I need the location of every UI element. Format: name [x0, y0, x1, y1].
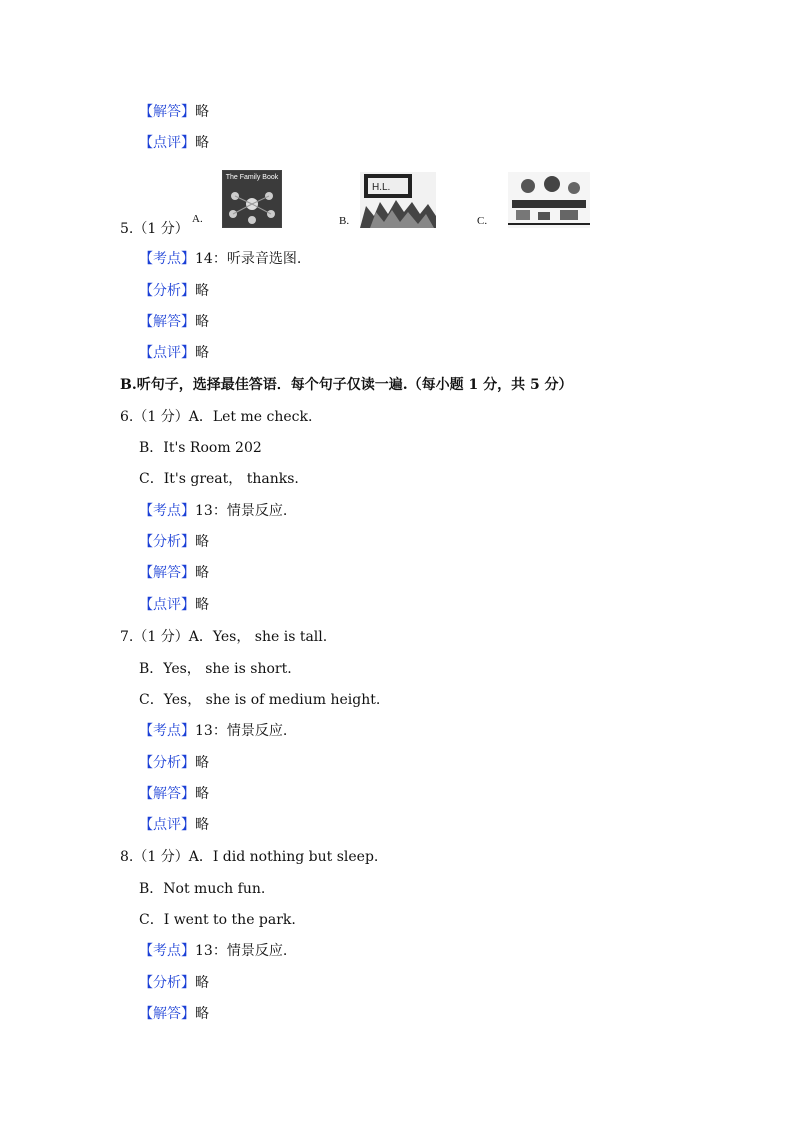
comment-text: 略 — [195, 345, 209, 361]
option-b-image — [360, 172, 436, 228]
answer-tag: 【解答】 — [139, 786, 195, 802]
answer-text: 略 — [195, 104, 209, 120]
q4-comment-line — [139, 134, 209, 152]
answer-text: 略 — [195, 314, 209, 330]
q6-comment-line — [139, 596, 209, 614]
q6-point-line — [139, 502, 287, 520]
q5-comment-line — [139, 344, 209, 362]
comment-text: 略 — [195, 135, 209, 151]
q5-analysis-line — [139, 282, 209, 300]
q8-point-line — [139, 942, 287, 960]
family-tree-icon — [223, 182, 281, 226]
point-text: 13：情景反应. — [195, 723, 288, 739]
q8-option-c: C．I went to the park. — [139, 912, 296, 928]
q7-analysis-line — [139, 754, 209, 772]
analysis-tag: 【分析】 — [139, 283, 195, 299]
q6-number: 6.（1 分） — [120, 409, 189, 425]
analysis-tag: 【分析】 — [139, 534, 195, 550]
option-a-label: A. — [192, 213, 203, 225]
q8-number: 8.（1 分） — [120, 849, 189, 865]
q5-answer-line — [139, 313, 209, 331]
analysis-text: 略 — [195, 534, 209, 550]
q8-analysis-line — [139, 974, 209, 992]
option-a-image — [222, 170, 282, 228]
answer-tag: 【解答】 — [139, 565, 195, 581]
analysis-text: 略 — [195, 755, 209, 771]
point-tag: 【考点】 — [139, 251, 195, 267]
answer-tag: 【解答】 — [139, 1006, 195, 1022]
answer-text: 略 — [195, 786, 209, 802]
q8-option-b: B．Not much fun. — [139, 881, 266, 897]
q5-number: 5.（1 分） — [120, 221, 189, 237]
q6-option-c: C．It's great， thanks. — [139, 471, 299, 487]
comment-tag: 【点评】 — [139, 817, 195, 833]
q7-option-c: C．Yes， she is of medium height. — [139, 692, 381, 708]
comment-tag: 【点评】 — [139, 597, 195, 613]
q7-comment-line — [139, 816, 209, 834]
q7-option-b: B．Yes， she is short. — [139, 661, 292, 677]
crowd-sign-icon — [360, 172, 436, 228]
comment-tag: 【点评】 — [139, 135, 195, 151]
point-tag: 【考点】 — [139, 503, 195, 519]
q6-option-b: B．It's Room 202 — [139, 440, 262, 456]
option-c-image — [508, 172, 590, 228]
q7-answer-line — [139, 785, 209, 803]
analysis-tag: 【分析】 — [139, 755, 195, 771]
q6-line — [120, 408, 312, 426]
q5-point-line — [139, 250, 301, 268]
q6-answer-line — [139, 564, 209, 582]
point-text: 13：情景反应. — [195, 503, 288, 519]
q7-number: 7.（1 分） — [120, 629, 189, 645]
comment-text: 略 — [195, 817, 209, 833]
answer-tag: 【解答】 — [139, 314, 195, 330]
point-text: 14：听录音选图. — [195, 251, 302, 267]
point-tag: 【考点】 — [139, 943, 195, 959]
q6-option-a: A．Let me check. — [188, 409, 313, 425]
q7-point-line — [139, 722, 287, 740]
comment-text: 略 — [195, 597, 209, 613]
answer-text: 略 — [195, 565, 209, 581]
section-b-heading: B.听句子，选择最佳答语．每个句子仅读一遍.（每小题 1 分，共 5 分） — [120, 377, 573, 393]
option-c-label: C. — [477, 215, 488, 227]
q6-analysis-line — [139, 533, 209, 551]
option-b-label: B. — [339, 215, 350, 227]
park-scene-icon — [508, 172, 590, 228]
q8-answer-line — [139, 1005, 209, 1023]
analysis-text: 略 — [195, 283, 209, 299]
point-tag: 【考点】 — [139, 723, 195, 739]
comment-tag: 【点评】 — [139, 345, 195, 361]
answer-tag: 【解答】 — [139, 104, 195, 120]
image-a-title: The Family Book — [225, 174, 279, 181]
q7-option-a: A．Yes， she is tall. — [188, 629, 328, 645]
answer-text: 略 — [195, 1006, 209, 1022]
q8-option-a: A．I did nothing but sleep. — [188, 849, 379, 865]
q7-line — [120, 628, 327, 646]
analysis-text: 略 — [195, 975, 209, 991]
q4-answer-line — [139, 103, 209, 121]
q8-line — [120, 848, 378, 866]
point-text: 13：情景反应. — [195, 943, 288, 959]
image-b-sign: H.L. — [372, 182, 391, 193]
analysis-tag: 【分析】 — [139, 975, 195, 991]
